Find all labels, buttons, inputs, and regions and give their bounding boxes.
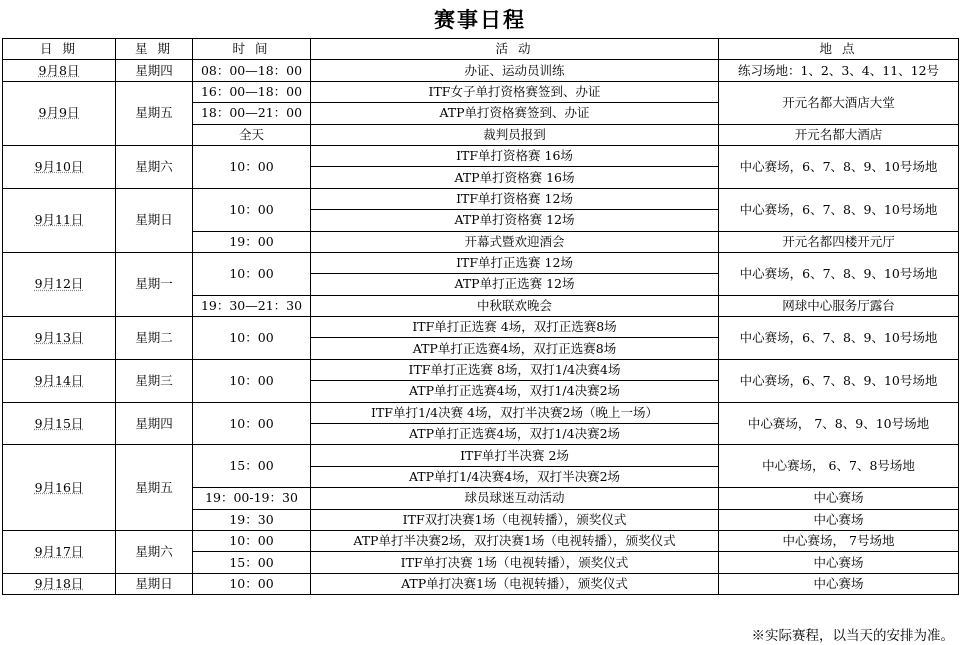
table-row [3,317,959,338]
venue-cell: 中心赛场，6、7、8、9、10号场地 [719,188,959,231]
time-cell: 10：00 [193,359,311,402]
venue-cell: 练习场地：1、2、3、4、11、12号 [719,60,959,81]
venue-cell: 中心赛场 [719,552,959,573]
activity-cell: ATP单打资格赛 16场 [311,167,719,188]
venue-cell: 中心赛场，6、7、8、9、10号场地 [719,317,959,360]
header-weekday: 星 期 [116,39,193,60]
table-row [3,145,959,166]
time-cell: 全天 [193,124,311,145]
time-cell: 19：30—21：30 [193,295,311,316]
activity-cell: ITF单打半决赛 2场 [311,445,719,466]
activity-cell: 办证、运动员训练 [311,60,719,81]
activity-cell: ITF单打正选赛 12场 [311,252,719,273]
date-cell: 9月8日 [3,60,116,81]
schedule-table [2,38,959,595]
activity-cell: ITF单打资格赛 12场 [311,188,719,209]
time-cell: 10：00 [193,317,311,360]
table-row [3,81,959,102]
time-cell: 19：30 [193,509,311,530]
time-cell: 10：00 [193,252,311,295]
time-cell: 19：00 [193,231,311,252]
time-cell: 19：00-19：30 [193,488,311,509]
venue-cell: 中心赛场，6、7、8、9、10号场地 [719,145,959,188]
table-row [3,359,959,380]
activity-cell: ITF单打正选赛 4场，双打正选赛8场 [311,317,719,338]
weekday-cell: 星期六 [116,145,193,188]
weekday-cell: 星期二 [116,317,193,360]
time-cell: 10：00 [193,402,311,445]
time-cell: 16：00—18：00 [193,81,311,102]
weekday-cell: 星期一 [116,252,193,316]
activity-cell: 裁判员报到 [311,124,719,145]
header-time: 时 间 [193,39,311,60]
activity-cell: 开幕式暨欢迎酒会 [311,231,719,252]
table-row [3,445,959,466]
weekday-cell: 星期三 [116,359,193,402]
venue-cell: 中心赛场， 7、8、9、10号场地 [719,402,959,445]
venue-cell: 中心赛场 [719,488,959,509]
date-cell: 9月9日 [3,81,116,145]
table-header-row [3,39,959,60]
date-cell: 9月15日 [3,402,116,445]
time-cell: 10：00 [193,188,311,231]
venue-cell: 中心赛场 [719,573,959,594]
weekday-cell: 星期日 [116,188,193,252]
weekday-cell: 星期六 [116,530,193,573]
header-date: 日 期 [3,39,116,60]
activity-cell: ATP单打1/4决赛4场，双打半决赛2场 [311,466,719,487]
time-cell: 18：00—21：00 [193,103,311,124]
date-cell: 9月18日 [3,573,116,594]
date-cell: 9月16日 [3,445,116,531]
activity-cell: ATP单打正选赛 12场 [311,274,719,295]
venue-cell: 中心赛场，6、7、8、9、10号场地 [719,359,959,402]
time-cell: 10：00 [193,530,311,551]
activity-cell: ITF双打决赛1场（电视转播），颁奖仪式 [311,509,719,530]
activity-cell: ITF女子单打资格赛签到、办证 [311,81,719,102]
table-row [3,573,959,594]
activity-cell: ATP单打决赛1场（电视转播），颁奖仪式 [311,573,719,594]
weekday-cell: 星期四 [116,60,193,81]
weekday-cell: 星期日 [116,573,193,594]
venue-cell: 开元名都大酒店 [719,124,959,145]
weekday-cell: 星期四 [116,402,193,445]
time-cell: 15：00 [193,445,311,488]
activity-cell: ATP单打半决赛2场，双打决赛1场（电视转播），颁奖仪式 [311,530,719,551]
activity-cell: ATP单打正选赛4场，双打正选赛8场 [311,338,719,359]
date-cell: 9月14日 [3,359,116,402]
venue-cell: 网球中心服务厅露台 [719,295,959,316]
venue-cell: 中心赛场，6、7、8、9、10号场地 [719,252,959,295]
activity-cell: 中秋联欢晚会 [311,295,719,316]
date-cell: 9月10日 [3,145,116,188]
table-row [3,402,959,423]
page-title: 赛事日程 [434,7,526,32]
venue-cell: 中心赛场 [719,509,959,530]
time-cell: 10：00 [193,573,311,594]
venue-cell: 中心赛场， 6、7、8号场地 [719,445,959,488]
schedule-note: ※实际赛程，以当天的安排为准。 [751,628,954,644]
activity-cell: ATP单打资格赛 12场 [311,210,719,231]
date-cell: 9月13日 [3,317,116,360]
activity-cell: ATP单打正选赛4场，双打1/4决赛2场 [311,424,719,445]
venue-cell: 开元名都大酒店大堂 [719,81,959,124]
date-cell: 9月12日 [3,252,116,316]
time-cell: 10：00 [193,145,311,188]
table-row [3,188,959,209]
venue-cell: 开元名都四楼开元厅 [719,231,959,252]
activity-cell: ATP单打资格赛签到、办证 [311,103,719,124]
activity-cell: ITF单打正选赛 8场，双打1/4决赛4场 [311,359,719,380]
activity-cell: 球员球迷互动活动 [311,488,719,509]
activity-cell: ITF单打决赛 1场（电视转播），颁奖仪式 [311,552,719,573]
table-row [3,530,959,551]
table-row [3,60,959,81]
weekday-cell: 星期五 [116,445,193,531]
weekday-cell: 星期五 [116,81,193,145]
time-cell: 15：00 [193,552,311,573]
header-venue: 地 点 [719,39,959,60]
activity-cell: ITF单打1/4决赛 4场，双打半决赛2场（晚上一场） [311,402,719,423]
date-cell: 9月11日 [3,188,116,252]
time-cell: 08：00—18：00 [193,60,311,81]
table-row [3,252,959,273]
activity-cell: ITF单打资格赛 16场 [311,145,719,166]
header-activity: 活 动 [311,39,719,60]
venue-cell: 中心赛场， 7号场地 [719,530,959,551]
activity-cell: ATP单打正选赛4场，双打1/4决赛2场 [311,381,719,402]
date-cell: 9月17日 [3,530,116,573]
